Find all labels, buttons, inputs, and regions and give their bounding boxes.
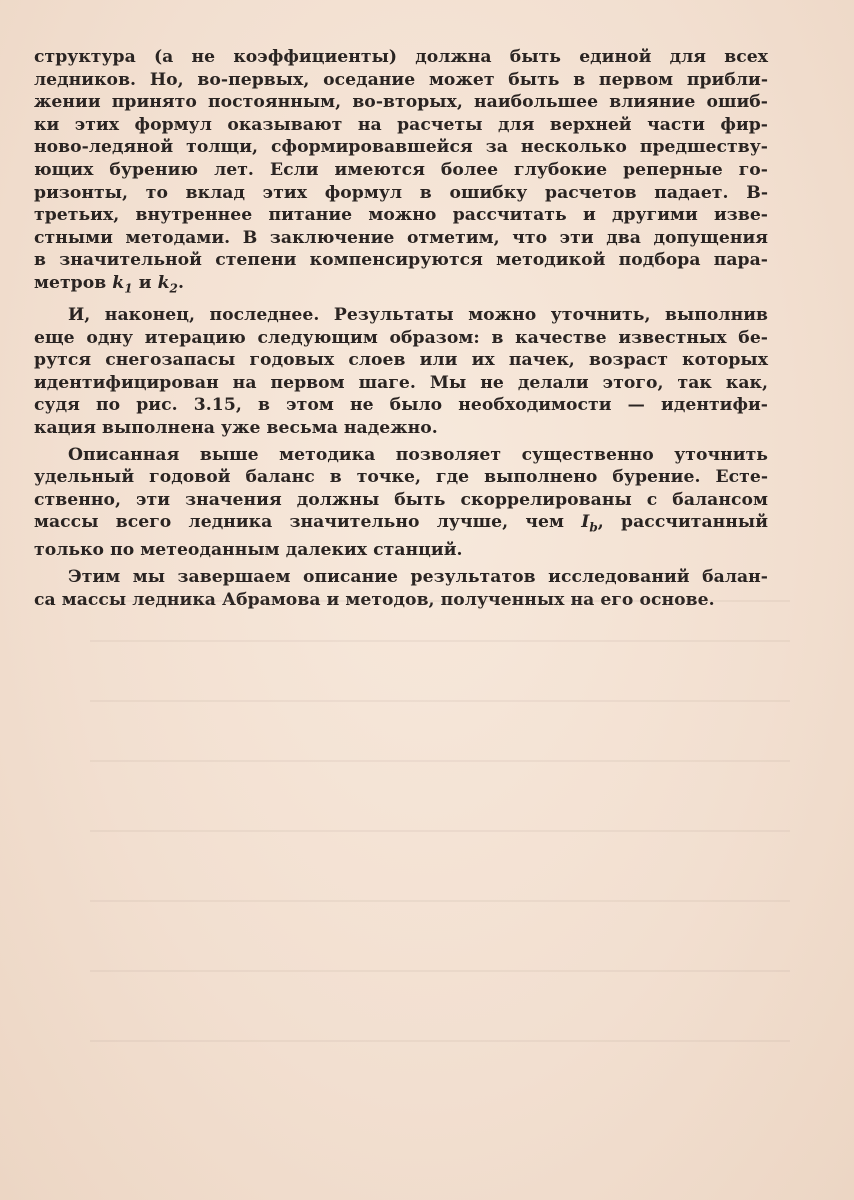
bleed-through-line (90, 640, 790, 642)
text-line: еще одну итерацию следующим образом: в качестве известных бе- (34, 327, 768, 348)
paragraph-3 (34, 444, 768, 562)
ib-symbol: $I_b$ (581, 512, 598, 535)
text-line: ющих бурению лет. Если имеются более глубокие реперные го- (34, 159, 768, 180)
bleed-through-line (90, 970, 790, 972)
text-line: удельный годовой баланс в точке, где выполнено бурение. Есте- (34, 467, 768, 488)
text-line: И, наконец, последнее. Результаты можно уточнить, выполнив (68, 304, 768, 325)
params-prefix: метров (34, 272, 107, 293)
text-line: ново-ледяной толщи, сформировавшейся за несколько предшеству- (34, 137, 768, 158)
text-line: структура (а не коэффициенты) должна быть единой для всех (34, 47, 768, 67)
text-line: ледников. Но, во-первых, оседание может быть в первом прибли- (34, 69, 768, 90)
paragraph-2 (34, 304, 768, 440)
text-line-ib: массы всего ледника значительно лучше, чем $I_b$, рассчитанный (34, 512, 768, 535)
bleed-through-line (90, 600, 790, 602)
text-line: са массы ледника Абрамова и методов, полученных на его основе. (34, 589, 715, 610)
text-line: Этим мы завершаем описание результатов исследований балан- (68, 566, 768, 587)
text-line-params: метров $k_1$ и $k_2$. (34, 272, 184, 296)
text-line: только по метеоданным далеких станций. (34, 540, 463, 561)
text-line: третьих, внутреннее питание можно рассчитать и другими изве- (34, 205, 768, 226)
text-line: стными методами. В заключение отметим, что эти два допущения (34, 227, 768, 248)
paragraph-4 (34, 566, 768, 611)
text-line: в значительной степени компенсируются методикой подбора пара- (34, 250, 768, 271)
text-line: идентифицирован на первом шаге. Мы не делали этого, так как, (34, 372, 768, 393)
bleed-through-line (90, 760, 790, 762)
bleed-through-line (90, 1040, 790, 1042)
k1-symbol: $k_1$ (112, 272, 133, 296)
k2-symbol: $k_2$ (157, 272, 178, 296)
bleed-through-line (90, 830, 790, 832)
body-text (34, 46, 768, 615)
bleed-through-line (90, 900, 790, 902)
text-line: Описанная выше методика позволяет существенно уточнить (68, 444, 768, 465)
text-line: рутся снегозапасы годовых слоев или их пачек, возраст которых (34, 350, 768, 371)
text-line: ственно, эти значения должны быть скоррелированы с балансом (34, 489, 768, 510)
text-line: ризонты, то вклад этих формул в ошибку расчетов падает. В- (34, 182, 768, 203)
paragraph-1 (34, 46, 768, 300)
text-line: судя по рис. 3.15, в этом не было необходимости — идентифи- (34, 395, 768, 416)
text-line: жении принято постоянным, во-вторых, наибольшее влияние ошиб- (34, 92, 768, 113)
bleed-through-line (90, 700, 790, 702)
text-line: ки этих формул оказывают на расчеты для верхней части фир- (34, 114, 768, 135)
params-and: и (138, 272, 152, 293)
text-line: кация выполнена уже весьма надежно. (34, 417, 438, 438)
